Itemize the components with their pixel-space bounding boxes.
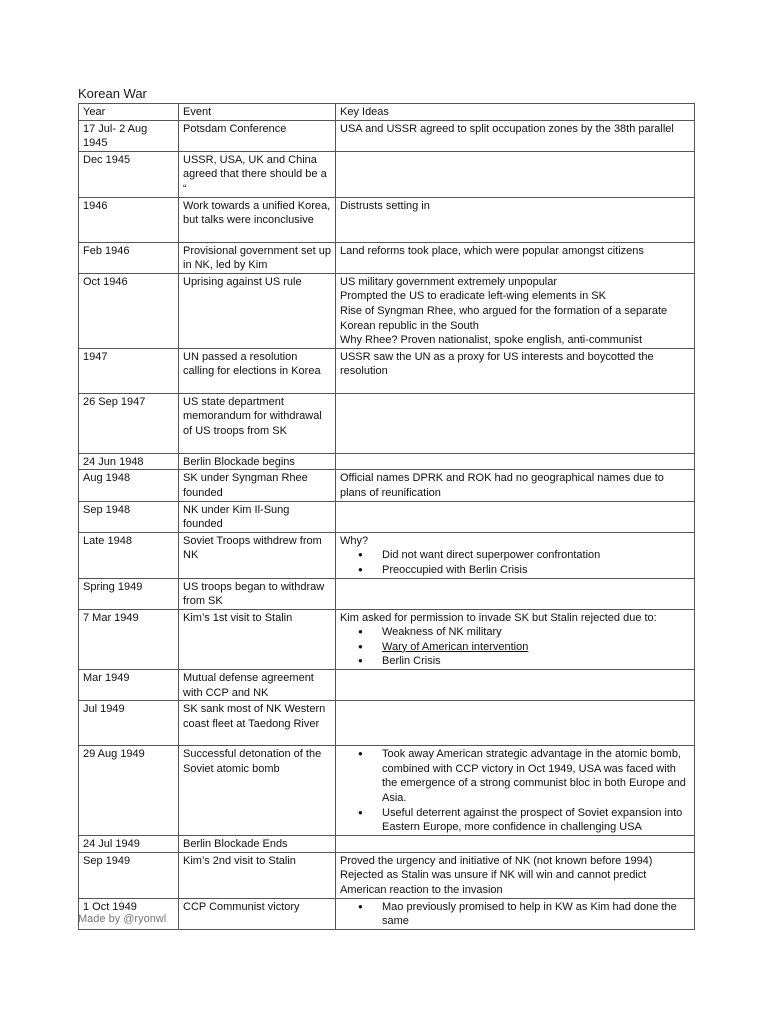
table-row	[79, 609, 695, 669]
table-row	[79, 898, 695, 929]
cell-key-ideas	[336, 242, 695, 273]
cell-key-ideas	[336, 470, 695, 501]
table-row	[79, 151, 695, 197]
cell-event: NK under Kim Il-Sung founded	[179, 501, 336, 532]
cell-key-ideas	[336, 197, 695, 242]
key-idea-line: Proved the urgency and initiative of NK (not known before 1994)	[340, 854, 653, 867]
cell-key-ideas	[336, 836, 695, 853]
cell-key-ideas	[336, 609, 695, 669]
key-idea-bullet-list	[340, 900, 690, 929]
table-row	[79, 532, 695, 578]
cell-year: 24 Jun 1948	[79, 453, 179, 470]
cell-year: Dec 1945	[79, 151, 179, 197]
cell-key-ideas	[336, 348, 695, 393]
cell-year: Spring 1949	[79, 578, 179, 609]
cell-year: Jul 1949	[79, 701, 179, 746]
key-idea-line: Prompted the US to eradicate left-wing elements in SK	[340, 290, 606, 303]
cell-event: Kim’s 1st visit to Stalin	[179, 609, 336, 669]
cell-year: Aug 1948	[79, 470, 179, 501]
cell-event: Uprising against US rule	[179, 273, 336, 348]
table-row	[79, 348, 695, 393]
key-idea-line: USSR saw the UN as a proxy for US interests and boycotted the resolution	[340, 350, 654, 378]
key-idea-bullet: ● Took away American strategic advantage in the atomic bomb, combined with CCP victory in Oct 1949, USA was faced with the emergence of a strong communist bloc in both Europe and Asia.	[382, 747, 690, 805]
cell-key-ideas	[336, 532, 695, 578]
table-row	[79, 701, 695, 746]
cell-event: Mutual defense agreement with CCP and NK	[179, 670, 336, 701]
cell-event: SK sank most of NK Western coast fleet at Taedong River	[179, 701, 336, 746]
cell-year: Oct 1946	[79, 273, 179, 348]
table-row	[79, 273, 695, 348]
table-row	[79, 836, 695, 853]
table-row	[79, 578, 695, 609]
cell-key-ideas	[336, 393, 695, 453]
cell-event: US troops began to withdraw from SK	[179, 578, 336, 609]
table-row	[79, 242, 695, 273]
table-row	[79, 393, 695, 453]
cell-event: Berlin Blockade Ends	[179, 836, 336, 853]
key-idea-line: Rise of Syngman Rhee, who argued for the formation of a separate Korean republic in the South	[340, 304, 668, 332]
key-idea-bullet: ● Mao previously promised to help in KW as Kim had done the same	[382, 900, 690, 929]
key-idea-bullet: ● Did not want direct superpower confrontation	[382, 548, 690, 563]
header-event: Event	[179, 104, 336, 121]
cell-event: Soviet Troops withdrew from NK	[179, 532, 336, 578]
document-title: Korean War	[78, 86, 147, 101]
cell-year: 17 Jul- 2 Aug 1945	[79, 120, 179, 151]
table-row	[79, 197, 695, 242]
cell-year: Mar 1949	[79, 670, 179, 701]
cell-year: 29 Aug 1949	[79, 746, 179, 836]
cell-year: 26 Sep 1947	[79, 393, 179, 453]
cell-key-ideas	[336, 701, 695, 746]
cell-key-ideas	[336, 898, 695, 929]
cell-key-ideas	[336, 578, 695, 609]
key-idea-line: Kim asked for permission to invade SK but Stalin rejected due to:	[340, 611, 657, 624]
table-row	[79, 670, 695, 701]
cell-year: 1 Oct 1949	[79, 898, 179, 929]
cell-year: Sep 1948	[79, 501, 179, 532]
cell-event: Berlin Blockade begins	[179, 453, 336, 470]
cell-event: Work towards a unified Korea, but talks were inconclusive	[179, 197, 336, 242]
cell-year: 1947	[79, 348, 179, 393]
key-idea-line: Distrusts setting in	[340, 199, 430, 212]
cell-key-ideas	[336, 501, 695, 532]
header-key-ideas: Key Ideas	[336, 104, 695, 121]
table-row	[79, 852, 695, 898]
table-row	[79, 453, 695, 470]
cell-key-ideas	[336, 453, 695, 470]
footer-credit: Made by @ryonwl	[78, 913, 167, 925]
cell-year: 7 Mar 1949	[79, 609, 179, 669]
cell-event: CCP Communist victory	[179, 898, 336, 929]
key-idea-bullet-list	[340, 625, 690, 669]
cell-key-ideas	[336, 151, 695, 197]
key-idea-bullet: ● Weakness of NK military	[382, 625, 690, 640]
key-idea-bullet: ● Berlin Crisis	[382, 654, 690, 669]
key-idea-line: Why?	[340, 534, 369, 547]
key-idea-line: Rejected as Stalin was unsure if NK will win and cannot predict American reaction to the invasion	[340, 869, 647, 897]
key-idea-line: Official names DPRK and ROK had no geographical names due to plans of reunification	[340, 472, 664, 499]
cell-year: 24 Jul 1949	[79, 836, 179, 853]
table-row	[79, 501, 695, 532]
cell-event: Potsdam Conference	[179, 120, 336, 151]
korean-war-timeline-table	[78, 103, 695, 930]
cell-event: US state department memorandum for withdrawal of US troops from SK	[179, 393, 336, 453]
cell-year: Feb 1946	[79, 242, 179, 273]
cell-key-ideas	[336, 746, 695, 836]
key-idea-bullet: ● Useful deterrent against the prospect of Soviet expansion into Eastern Europe, more confidence in challenging USA	[382, 806, 690, 835]
cell-key-ideas	[336, 273, 695, 348]
key-idea-line: Why Rhee? Proven nationalist, spoke english, anti-communist	[340, 334, 643, 347]
cell-event: UN passed a resolution calling for elections in Korea	[179, 348, 336, 393]
cell-event: Kim’s 2nd visit to Stalin	[179, 852, 336, 898]
key-idea-bullet-list	[340, 548, 690, 577]
key-idea-bullet: ● Preoccupied with Berlin Crisis	[382, 563, 690, 578]
cell-event: Successful detonation of the Soviet atomic bomb	[179, 746, 336, 836]
table-header-row	[79, 104, 695, 121]
cell-event: SK under Syngman Rhee founded	[179, 470, 336, 501]
cell-year: Sep 1949	[79, 852, 179, 898]
cell-event: USSR, USA, UK and China agreed that there should be a “	[179, 151, 336, 197]
cell-year: 1946	[79, 197, 179, 242]
key-idea-line: USA and USSR agreed to split occupation zones by the 38th parallel	[340, 122, 674, 135]
table-row	[79, 120, 695, 151]
cell-key-ideas	[336, 120, 695, 151]
key-idea-line: Land reforms took place, which were popular amongst citizens	[340, 244, 644, 257]
cell-key-ideas	[336, 852, 695, 898]
table-body	[79, 120, 695, 929]
table-row	[79, 746, 695, 836]
key-idea-bullet: ● Wary of American intervention	[382, 640, 690, 655]
header-year: Year	[79, 104, 179, 121]
cell-year: Late 1948	[79, 532, 179, 578]
table-row	[79, 470, 695, 501]
cell-event: Provisional government set up in NK, led by Kim	[179, 242, 336, 273]
cell-key-ideas	[336, 670, 695, 701]
key-idea-line: US military government extremely unpopular	[340, 275, 558, 288]
key-idea-bullet-list	[340, 747, 690, 835]
